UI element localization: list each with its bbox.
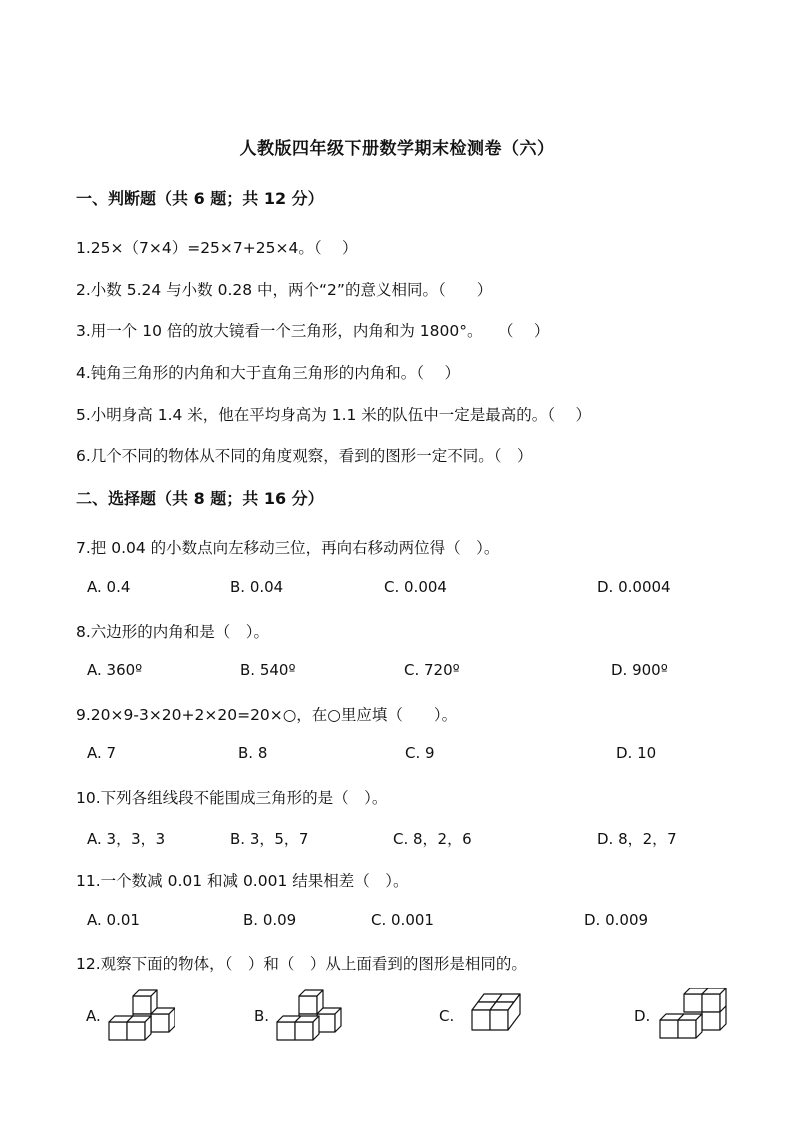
cube-figure-d xyxy=(654,988,730,1044)
question-12: 12.观察下面的物体，（ ）和（ ）从上面看到的图形是相同的。 xyxy=(76,955,527,973)
question-8: 8.六边形的内角和是（ ）。 xyxy=(76,623,270,641)
question-11: 11.一个数减 0.01 和减 0.001 结果相差（ ）。 xyxy=(76,872,409,890)
option-7c: C. 0.004 xyxy=(384,578,447,596)
question-3: 3.用一个 10 倍的放大镜看一个三角形，内角和为 1800°。 （ ） xyxy=(76,322,550,340)
option-7b: B. 0.04 xyxy=(230,578,284,596)
section-heading-choice: 二、选择题（共 8 题；共 16 分） xyxy=(76,489,324,508)
option-9b: B. 8 xyxy=(238,744,268,762)
option-12b xyxy=(254,988,343,1044)
option-11b: B. 0.09 xyxy=(243,911,297,929)
question-4: 4.钝角三角形的内角和大于直角三角形的内角和。（ ） xyxy=(76,364,460,382)
option-12a-label: A. xyxy=(86,1007,101,1025)
option-12b-label: B. xyxy=(254,1007,270,1025)
question-6: 6.几个不同的物体从不同的角度观察，看到的图形一定不同。（ ） xyxy=(76,447,533,465)
question-9: 9.20×9-3×20+2×20=20×○，在○里应填（ ）。 xyxy=(76,706,458,724)
option-12c-label: C. xyxy=(439,1007,455,1025)
option-7d: D. 0.0004 xyxy=(597,578,671,596)
section-heading-judgement: 一、判断题（共 6 题；共 12 分） xyxy=(76,189,324,208)
cube-figure-c xyxy=(458,988,534,1044)
cube-figure-a xyxy=(105,988,175,1044)
option-10a: A. 3，3，3 xyxy=(87,830,166,848)
exam-title: 人教版四年级下册数学期末检测卷（六） xyxy=(239,139,555,159)
option-8d: D. 900º xyxy=(611,661,668,679)
option-11d: D. 0.009 xyxy=(584,911,649,929)
option-9a: A. 7 xyxy=(87,744,117,762)
question-2: 2.小数 5.24 与小数 0.28 中，两个“2”的意义相同。（ ） xyxy=(76,281,493,299)
question-5: 5.小明身高 1.4 米，他在平均身高为 1.1 米的队伍中一定是最高的。（ ） xyxy=(76,406,591,424)
option-10b: B. 3，5，7 xyxy=(230,830,309,848)
option-11a: A. 0.01 xyxy=(87,911,140,929)
option-12a xyxy=(86,988,175,1044)
question-1: 1.25×（7×4）=25×7+25×4。（ ） xyxy=(76,239,358,257)
option-11c: C. 0.001 xyxy=(371,911,434,929)
option-10c: C. 8，2，6 xyxy=(393,830,472,848)
option-7a: A. 0.4 xyxy=(87,578,131,596)
option-8c: C. 720º xyxy=(404,661,460,679)
option-10d: D. 8，2，7 xyxy=(597,830,677,848)
option-9c: C. 9 xyxy=(405,744,435,762)
option-8b: B. 540º xyxy=(240,661,296,679)
cube-figure-b xyxy=(273,988,343,1044)
question-7: 7.把 0.04 的小数点向左移动三位，再向右移动两位得（ ）。 xyxy=(76,539,500,557)
option-12d xyxy=(634,988,730,1044)
question-10: 10.下列各组线段不能围成三角形的是（ ）。 xyxy=(76,789,388,807)
option-12d-label: D. xyxy=(634,1007,651,1025)
option-9d: D. 10 xyxy=(616,744,657,762)
option-8a: A. 360º xyxy=(87,661,143,679)
option-12c xyxy=(439,988,534,1044)
